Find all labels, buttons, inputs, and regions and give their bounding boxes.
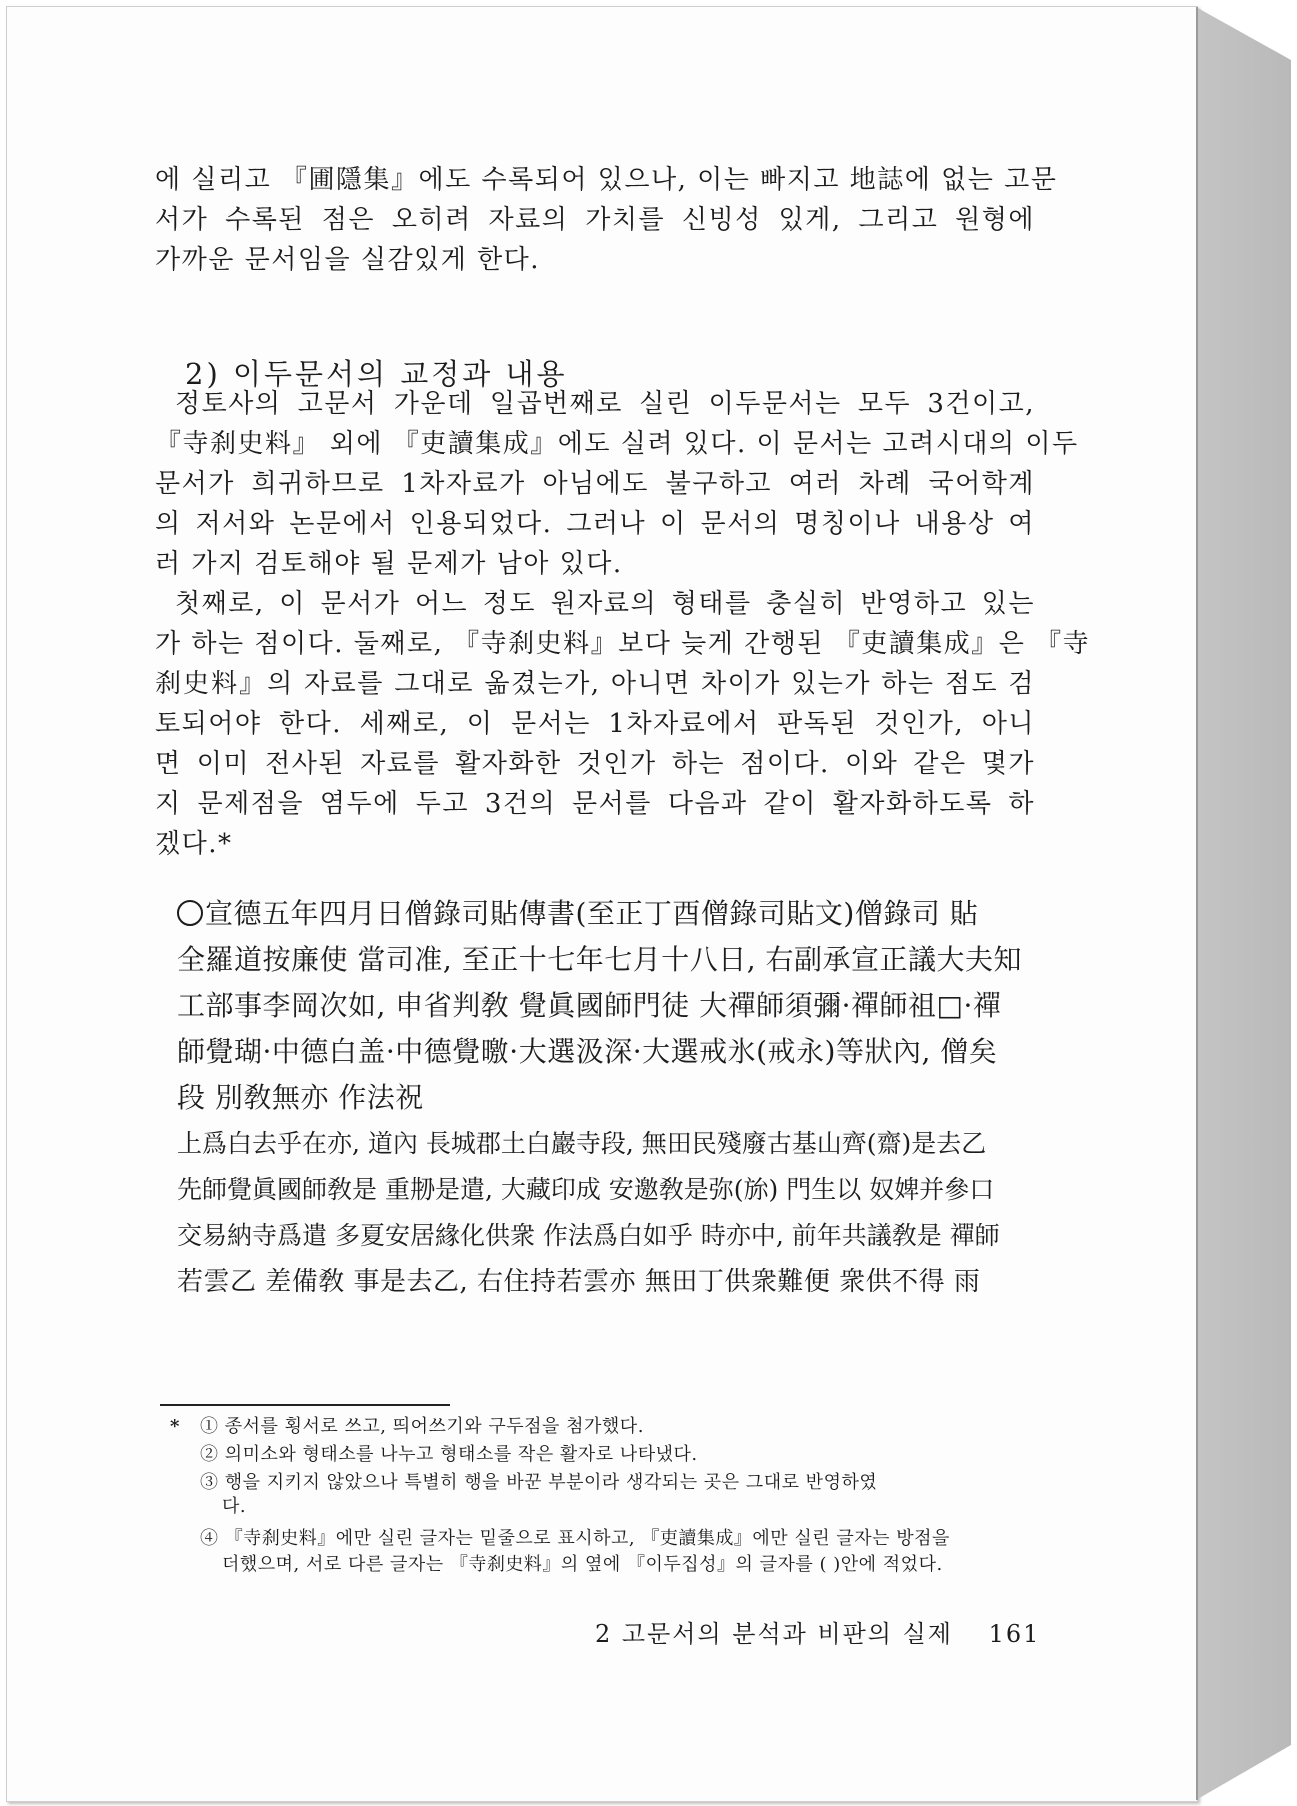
book-page-edge: [1196, 0, 1291, 1806]
body-line: 문서가 희귀하므로 1차자료가 아님에도 불구하고 여러 차례 국어학계: [155, 469, 1035, 499]
footnote: 더했으며, 서로 다른 글자는 『寺刹史料』의 옆에 『이두집성』의 글자를 ( )안에 적었다.: [222, 1554, 943, 1575]
body-line: 가 하는 점이다. 둘째로, 『寺刹史料』보다 늦게 간행된 『吏讀集成』은 『寺: [155, 629, 1091, 659]
intro-line: 에 실리고 『圃隱集』에도 수록되어 있으나, 이는 빠지고 地誌에 없는 고문: [155, 165, 1058, 195]
footnote: 다.: [222, 1496, 247, 1517]
footnote: ② 의미소와 형태소를 나누고 형태소를 작은 활자로 나타냈다.: [200, 1444, 698, 1465]
body-line: 러 가지 검토해야 될 문제가 남아 있다.: [155, 549, 623, 579]
footnote: ③ 행을 지키지 않았으나 특별히 행을 바꾼 부분이라 생각되는 곳은 그대로 반영하였: [200, 1472, 878, 1493]
body-line: 겠다.*: [155, 829, 233, 859]
intro-line: 가까운 문서임을 실감있게 한다.: [155, 245, 541, 275]
body-line: 토되어야 한다. 세째로, 이 문서는 1차자료에서 판독된 것인가, 아니: [155, 709, 1035, 739]
footnote-marker: *: [170, 1416, 180, 1437]
document-line: 交易納寺爲遣 多夏安居緣化供衆 作法爲白如乎 時亦中, 前年共議敎是 禪師: [177, 1221, 1000, 1250]
body-line: 지 문제점을 염두에 두고 3건의 문서를 다음과 같이 활자화하도록 하: [155, 789, 1035, 819]
document-line: 工部事李岡次如, 申省判敎 覺眞國師門徒 大禪師須彌·禪師祖□·禪: [177, 989, 1002, 1022]
document-line: 上爲白去乎在亦, 道內 長城郡土白巖寺段, 無田民殘廢古基山齊(齋)是去乙: [177, 1129, 987, 1158]
document-line: 全羅道按廉使 當司准, 至正十七年七月十八日, 右副承宣正議大夫知: [177, 943, 1023, 976]
section-heading: 2) 이두문서의 교정과 내용: [185, 357, 568, 391]
book-spine-line: [1196, 7, 1198, 1800]
footnote-text: ① 종서를 횡서로 쓰고, 띄어쓰기와 구두점을 첨가했다.: [200, 1416, 644, 1437]
body-line: 의 저서와 논문에서 인용되었다. 그러나 이 문서의 명칭이나 내용상 여: [155, 509, 1035, 539]
running-footer: [595, 1614, 1040, 1649]
document-line: 若雲乙 差備敎 事是去乙, 右住持若雲亦 無田丁供衆難便 衆供不得 雨: [177, 1267, 981, 1297]
document-line: 段 別敎無亦 作法祝: [177, 1081, 424, 1114]
document-line: 師覺瑚·中德白盖·中德覺曒·大選汲深·大選戒氷(戒永)等狀內, 僧矣: [177, 1035, 998, 1068]
page-number: 161: [988, 1620, 1041, 1648]
body-line: 刹史料』의 자료를 그대로 옮겼는가, 아니면 차이가 있는가 하는 점도 검: [155, 669, 1035, 699]
intro-line: 서가 수록된 점은 오히려 자료의 가치를 신빙성 있게, 그리고 원형에: [155, 205, 1035, 235]
circle-mark-icon: [177, 900, 203, 926]
body-line: 정토사의 고문서 가운데 일곱번째로 실린 이두문서는 모두 3건이고,: [175, 389, 1035, 419]
footnote: ④ 『寺刹史料』에만 실린 글자는 밑줄으로 표시하고, 『吏讀集成』에만 실린 글자는 방점을: [200, 1528, 950, 1549]
document-line: 先師覺眞國師敎是 重刱是遣, 大藏印成 安邀敎是弥(旀) 門生以 奴婢并參口: [177, 1175, 995, 1204]
document-title: 宣德五年四月日僧錄司貼傳書(至正丁酉僧錄司貼文)僧錄司 貼: [205, 897, 979, 930]
document-line: [177, 896, 978, 932]
chapter-title: 2 고문서의 분석과 비판의 실제: [595, 1620, 953, 1648]
body-line: 『寺刹史料』 외에 『吏讀集成』에도 실려 있다. 이 문서는 고려시대의 이두: [155, 429, 1079, 459]
body-line: 첫째로, 이 문서가 어느 정도 원자료의 형태를 충실히 반영하고 있는: [175, 589, 1035, 619]
body-line: 면 이미 전사된 자료를 활자화한 것인가 하는 점이다. 이와 같은 몇가: [155, 749, 1035, 779]
footnote: [170, 1414, 644, 1440]
footnote-rule: [160, 1404, 450, 1406]
